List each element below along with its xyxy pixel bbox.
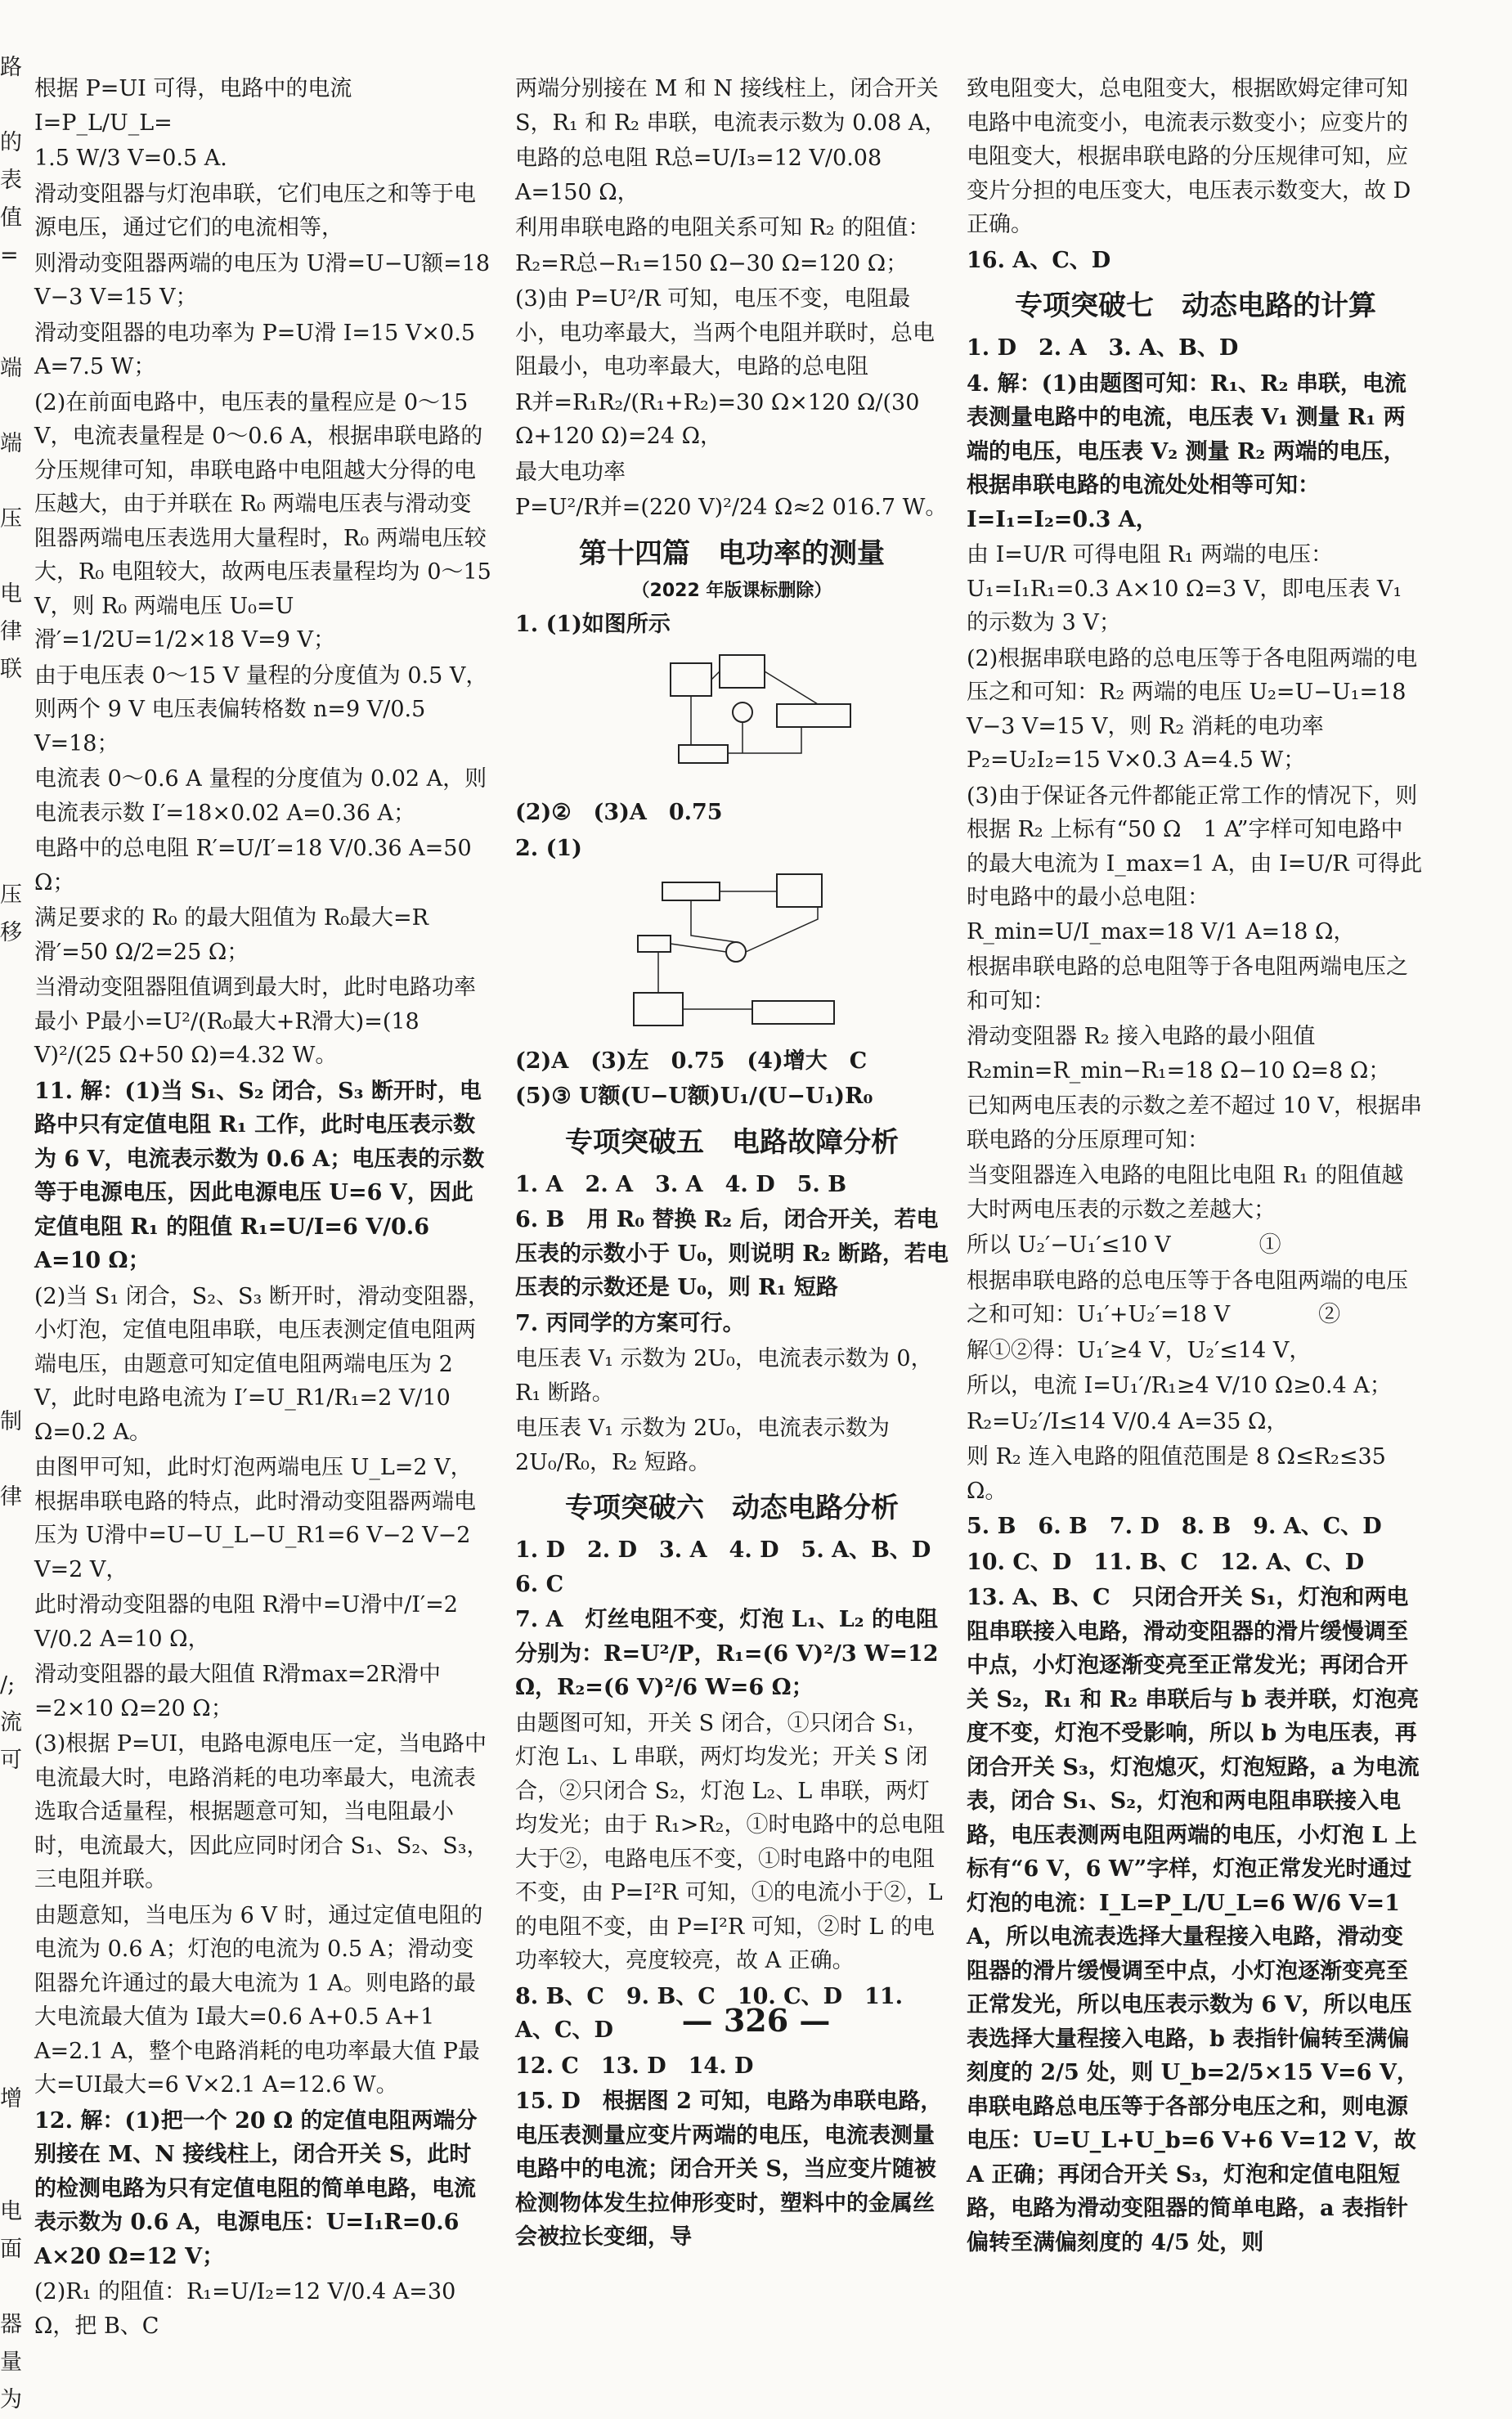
answer-line: 根据串联电路的总电阻等于各电阻两端电压之和可知： [967,954,1408,1014]
section-6-body [515,1533,953,2255]
answer-line: (3)由于保证各元件都能正常工作的情况下，则根据 R₂ 上标有“50 Ω 1 A”字样可知电路中的最大电流为 I_max=1 A，由 I=U/R 可得此时电路中的最小总电阻：R_min=U/I_max=18 V/1 A=18 Ω， [967,783,1423,945]
answer-line: 10. C、D 11. B、C 12. A、C、D [967,1549,1365,1575]
circuit-diagram-1 [613,647,867,786]
answer-line: 电压表 V₁ 示数为 2U₀，电流表示数为 2U₀/R₀，R₂ 短路。 [515,1416,890,1475]
answer-line: 则滑动变阻器两端的电压为 U滑=U−U额=18 V−3 V=15 V； [34,250,491,310]
edge-glyph: 路 [0,55,22,80]
answer-line: (2)R₁ 的阻值：R₁=U/I₂=12 V/0.4 A=30 Ω，把 B、C [34,2279,456,2339]
edge-glyph [0,87,31,124]
edge-glyph [0,1215,31,1253]
answer-line: 12. C 13. D 14. D [515,2053,754,2079]
answer-line: 6. B 用 R₀ 替换 R₂ 后，闭合开关，若电压表的示数小于 U₀，则说明 R₂ 断路，若电压表的示数还是 U₀，则 R₁ 短路 [515,1207,949,1300]
edge-glyph [0,538,31,576]
page-number: — 326 — [681,2002,831,2039]
q2-answer: (2)A (3)左 0.75 (4)增大 C [515,1048,868,1074]
answer-line: 由 I=U/R 可得电阻 R₁ 两端的电压：U₁=I₁R₁=0.3 A×10 Ω=3 V，即电压表 V₁ 的示数为 3 V； [967,542,1402,635]
edge-glyph [0,2269,31,2306]
answer-line: 此时滑动变阻器的电阻 R滑中=U滑中/I′=2 V/0.2 A=10 Ω， [34,1592,458,1652]
edge-glyph [0,312,31,350]
answer-line: 由图甲可知，此时灯泡两端电压 U_L=2 V，根据串联电路的特点，此时滑动变阻器两端电压为 U滑中=U−U_L−U_R1=6 V−2 V−2 V=2 V， [34,1455,476,1582]
edge-glyph: 的 [0,130,22,155]
edge-glyph [0,689,31,726]
edge-glyph [0,1892,31,1930]
edge-glyph [0,1140,31,1178]
answer-line: 利用串联电路的电阻关系可知 R₂ 的阻值： [515,215,931,240]
edge-glyph [0,2043,31,2080]
answer-line: R₂=R总−R₁=150 Ω−30 Ω=120 Ω； [515,250,909,276]
answer-line: 5. B 6. B 7. D 8. B 9. A、C、D [967,1514,1382,1539]
answer-line: 13. A、B、C 只闭合开关 S₁，灯泡和两电阻串联接入电路，滑动变阻器的滑片缓慢调至中点，小灯泡逐渐变亮至正常发光；再闭合开关 S₂，R₁ 和 R₂ 串联后与 b 表并联，灯泡亮度不变，灯泡不受影响，所以 b 为电压表，再闭合开关 S₃，灯泡熄灭，灯泡短路，a 为电流表，闭合 S₁、S₂，灯泡和两电阻串联接入电路，电压表测两电阻两端的电压，小灯泡 L 上标有“6 V，6 W”字样，灯泡正常发光时通过灯泡的电流：I_L=P_L/U_L=6 W/6 V=1 A，所以电流表选择大量程接入电路，滑动变阻器的滑片缓慢调至中点，小灯泡逐渐变亮至正常发光，所以电压表示数为 6 V，所以电压表选择大量程接入电路，b 表指针偏转至满偏刻度的 2/5 处，则 U_b=2/5×15 V=6 V，串联电路总电压等于各部分电压之和，则电源电压：U=U_L+U_b=6 V+6 V=12 V，故 A 正确；再闭合开关 S₃，灯泡和定值电阻短路，电路为滑动变阻器的简单电路，a 表指针偏转至满偏刻度的 4/5 处，则 [967,1585,1420,2255]
edge-glyph [0,839,31,877]
answer-line: (2)当 S₁ 闭合，S₂、S₃ 断开时，滑动变阻器，小灯泡，定值电阻串联，电压表测定值电阻两端电压，由题意可知定值电阻两端电压为 2 V，此时电路电流为 I′=U_R1/R₁=2 V/10 Ω=0.2 A。 [34,1283,490,1445]
answer-line: 满足要求的 R₀ 的最大阻值为 R₀最大=R滑′=50 Ω/2=25 Ω； [34,905,429,965]
edge-glyph [0,1629,31,1667]
q2-answer-5: (5)③ U额(U−U额)U₁/(U−U₁)R₀ [515,1084,873,1109]
section-14-title: 第十四篇 电功率的测量 [579,536,885,570]
edge-glyph [0,952,31,990]
edge-glyph: 移 [0,920,22,945]
q1-head: 1. (1)如图所示 [515,612,671,637]
section-7-body [967,331,1425,2260]
answer-line: P=U²/R并=(220 V)²/24 Ω≈2 016.7 W。 [515,495,948,520]
edge-glyph: 量 [0,2349,22,2375]
answer-line: 根据串联电路的总电压等于各电阻两端的电压之和可知：U₁′+U₂′=18 V ② [967,1268,1408,1327]
circuit-diagram-2 [613,870,867,1034]
edge-glyph [0,1065,31,1102]
edge-glyph: = [0,243,19,268]
answer-line: 由题图可知，开关 S 闭合，①只闭合 S₁，灯泡 L₁、L 串联，两灯均发光；开关 S 闭合，②只闭合 S₂，灯泡 L₂、L 串联，两灯均发光；由于 R₁>R₂，①时电路中的总电阻大于②，电路电压不变，①时电路中的电阻不变，由 P=I²R 可知，①的电流小于②，L 的电阻不变，由 P=I²R 可知，②时 L 的电功率较大，亮度较亮，故 A 正确。 [515,1710,945,1973]
edge-glyph: 压 [0,506,22,532]
answer-line: 当变阻器连入电路的电阻比电阻 R₁ 的阻值越大时两电压表的示数之差越大； [967,1163,1404,1223]
edge-glyph [0,1253,31,1290]
edge-glyph [0,990,31,1027]
edge-glyph [0,1366,31,1403]
edge-glyph: 可 [0,1748,22,1773]
answer-line: 根据 P=UI 可得，电路中的电流 I=P_L/U_L= [34,76,352,136]
answer-line: 由题意知，当电压为 6 V 时，通过定值电阻的电流为 0.6 A；灯泡的电流为 0.5 A；滑动变阻器允许通过的最大电流为 1 A。则电路的最大电流最大值为 I最大=0.6 A+0.5 A+1 A=2.1 A，整个电路消耗的电功率最大值 P最大=UI最大=6 V×2.1 A=12.6 W。 [34,1902,483,2098]
edge-glyph: 律 [0,1484,22,1510]
edge-glyph [0,1591,31,1629]
edge-glyph: 流 [0,1710,22,1735]
edge-glyph [0,1027,31,1065]
answer-line: 最大电功率 [515,459,626,485]
answer-line: 1. A 2. A 3. A 4. D 5. B [515,1171,847,1197]
section-5-title: 专项突破五 电路故障分析 [565,1125,899,1159]
answer-line: R并=R₁R₂/(R₁+R₂)=30 Ω×120 Ω/(30 Ω+120 Ω)=24 Ω， [515,389,920,449]
edge-glyph: 值 [0,205,22,231]
answer-line: 解①②得：U₁′≥4 V，U₂′≤14 V， [967,1337,1312,1363]
col3-continuation [967,72,1425,277]
answer-line: 7. 丙同学的方案可行。 [515,1310,745,1336]
answer-line: 滑动变阻器的最大阻值 R滑max=2R滑中=2×10 Ω=20 Ω； [34,1662,441,1721]
answer-line: (2)根据串联电路的总电压等于各电阻两端的电压之和可知：R₂ 两端的电压 U₂=U−U₁=18 V−3 V=15 V，则 R₂ 消耗的电功率 P₂=U₂I₂=15 V×0.3 A=4.5 W； [967,645,1418,773]
section-5-body [515,1168,949,1480]
edge-glyph [0,463,31,500]
edge-glyph [0,2156,31,2193]
answer-line: 滑动变阻器与灯泡串联，它们电压之和等于电源电压，通过它们的电流相等， [34,181,476,240]
column-3 [967,72,1425,2261]
answer-line: 12. 解：(1)把一个 20 Ω 的定值电阻两端分别接在 M、N 接线柱上，闭合开关 S，此时的检测电路为只有定值电阻的简单电路，电流表示数为 0.6 A，电源电压：U=I₁R=0.6 A×20 Ω=12 V； [34,2107,478,2269]
edge-glyph: 面 [0,2237,22,2262]
edge-glyph [0,2118,31,2156]
edge-glyph [0,388,31,425]
answer-line: 1. D 2. A 3. A、B、D [967,335,1239,361]
q2-head: 2. (1) [515,835,582,861]
edge-glyph [0,1968,31,2005]
answer-line: (2)在前面电路中，电压表的量程应是 0～15 V，电流表量程是 0～0.6 A，根据串联电路的分压规律可知，串联电路中电阻越大分得的电压越大，由于并联在 R₀ 两端电压表与滑动变阻器两端电压表选用大量程时，R₀ 两端电压较大，R₀ 电阻较大，故两电压表量程均为 0～15 V，则 R₀ 两端电压 U₀=U滑′=1/2U=1/2×18 V=9 V； [34,389,491,653]
answer-line: 11. 解：(1)当 S₁、S₂ 闭合，S₃ 断开时，电路中只有定值电阻 R₁ 工作，此时电压表示数为 6 V，电流表示数为 0.6 A；电压表的示数等于电源电压，因此电源电压 U=6 V，因此定值电阻 R₁ 的阻值 R₁=U/I=6 V/0.6 A=10 Ω； [34,1078,485,1273]
column-2 [515,72,953,2256]
q1-answer: (2)② (3)A 0.75 [515,800,723,825]
section-14-subtitle: （2022 年版课标删除） [631,580,832,601]
edge-glyph [0,764,31,801]
edge-glyph [0,1328,31,1366]
edge-glyph: 律 [0,619,22,644]
edge-glyph: 制 [0,1409,22,1434]
answer-line: (3)根据 P=UI，电路电源电压一定，当电路中电流最大时，电路消耗的电功率最大，电流表选取合适量程，根据题意可知，当电阻最小时，电流最大，因此应同时闭合 S₁、S₂、S₃，三电阻并联。 [34,1731,489,1892]
answer-line: 电路中的总电阻 R′=U/I′=18 V/0.36 A=50 Ω； [34,836,472,895]
answer-line: 滑动变阻器 R₂ 接入电路的最小阻值 R₂min=R_min−R₁=18 Ω−10 Ω=8 Ω； [967,1024,1391,1084]
answer-line: 致电阻变大，总电阻变大，根据欧姆定律可知电路中电流变小，电流表示数变小；应变片的电阻变大，根据串联电路的分压规律可知，应变片分担的电压变大，电压表示数变大，故 D 正确。 [967,76,1411,237]
answer-line: 电压表 V₁ 示数为 2U₀，电流表示数为 0，R₁ 断路。 [515,1346,933,1406]
answer-line: 当滑动变阻器阻值调到最大时，此时电路功率最小 P最小=U²/(R₀最大+R滑大)=(18 V)²/(25 Ω+50 Ω)=4.32 W。 [34,975,476,1068]
answer-line: 15. D 根据图 2 可知，电路为串联电路，电压表测量应变片两端的电压，电流表测量电路中的电流；闭合开关 S，当应变片随被检测物体发生拉伸形变时，塑料中的金属丝会被拉长变细，导 [515,2089,943,2250]
edge-glyph: 为 [0,2387,22,2412]
edge-glyph [0,1779,31,1817]
section-6-title: 专项突破六 动态电路分析 [565,1492,899,1524]
edge-glyph [0,726,31,764]
edge-glyph [0,1516,31,1554]
edge-glyph [0,1290,31,1328]
edge-glyph: 表 [0,168,22,193]
edge-glyph [0,1102,31,1140]
answer-line: 已知两电压表的示数之差不超过 10 V，根据串联电路的分压原理可知： [967,1093,1423,1153]
edge-glyph [0,1930,31,1968]
edge-glyph [0,1855,31,1892]
edge-glyph [0,1441,31,1479]
answer-line: 1.5 W/3 V=0.5 A. [34,146,227,171]
edge-glyph: /; [0,1672,16,1698]
answer-line: 电路的总电阻 R总=U/I₃=12 V/0.08 A=150 Ω， [515,146,882,205]
edge-glyph: 电 [0,581,22,607]
answer-line: 4. 解：(1)由题图可知：R₁、R₂ 串联，电流表测量电路中的电流，电压表 V₁ 测量 R₁ 两端的电压，电压表 V₂ 测量 R₂ 两端的电压，根据串联电路的电流处处相等可知：I=I₁=I₂=0.3 A， [967,370,1407,532]
edge-glyph: 压 [0,882,22,908]
left-edge-fragments [0,49,31,2419]
answer-line: 16. A、C、D [967,247,1111,273]
answer-line: 由于电压表 0～15 V 量程的分度值为 0.5 V，则两个 9 V 电压表偏转格数 n=9 V/0.5 V=18； [34,662,488,756]
edge-glyph: 联 [0,657,22,682]
answer-line: 滑动变阻器的电功率为 P=U滑 I=15 V×0.5 A=7.5 W； [34,320,475,379]
edge-glyph: 端 [0,356,22,381]
answer-line: 所以，电流 I=U₁′/R₁≥4 V/10 Ω≥0.4 A； [967,1373,1392,1398]
edge-glyph: 器 [0,2312,22,2337]
edge-glyph: 端 [0,431,22,456]
edge-glyph [0,1817,31,1855]
answer-line: 所以 U₂′−U₁′≤10 V ① [967,1232,1281,1258]
section-7-title: 专项突破七 动态电路的计算 [1015,289,1376,322]
answer-line: 电流表 0～0.6 A 量程的分度值为 0.02 A，则电流表示数 I′=18×0.02 A=0.36 A； [34,766,487,826]
answer-line: (3)由 P=U²/R 可知，电压不变，电阻最小，电功率最大，当两个电阻并联时，总电阻最小，电功率最大，电路的总电阻 [515,286,935,379]
col2-continuation [515,72,949,525]
edge-glyph [0,1554,31,1591]
answer-line: 则 R₂ 连入电路的阻值范围是 8 Ω≤R₂≤35 Ω。 [967,1444,1386,1504]
answer-line: 1. D 2. D 3. A 4. D 5. A、B、D 6. C [515,1537,953,1597]
edge-glyph [0,801,31,839]
answer-line: R₂=U₂′/I≤14 V/0.4 A=35 Ω， [967,1408,1289,1434]
edge-glyph [0,1178,31,1215]
edge-glyph: 电 [0,2199,22,2224]
edge-glyph [0,275,31,312]
answer-line: 7. A 灯丝电阻不变，灯泡 L₁、L₂ 的电阻分别为：R=U²/P，R₁=(6 V)²/3 W=12 Ω，R₂=(6 V)²/6 W=6 Ω； [515,1607,939,1700]
edge-glyph: 增 [0,2086,22,2112]
answer-line: 8. B、C 9. B、C 10. C、D 11. A、C、D [515,1983,904,2043]
answer-line: 两端分别接在 M 和 N 接线柱上，闭合开关 S，R₁ 和 R₂ 串联，电流表示数为 0.08 A， [515,76,947,136]
